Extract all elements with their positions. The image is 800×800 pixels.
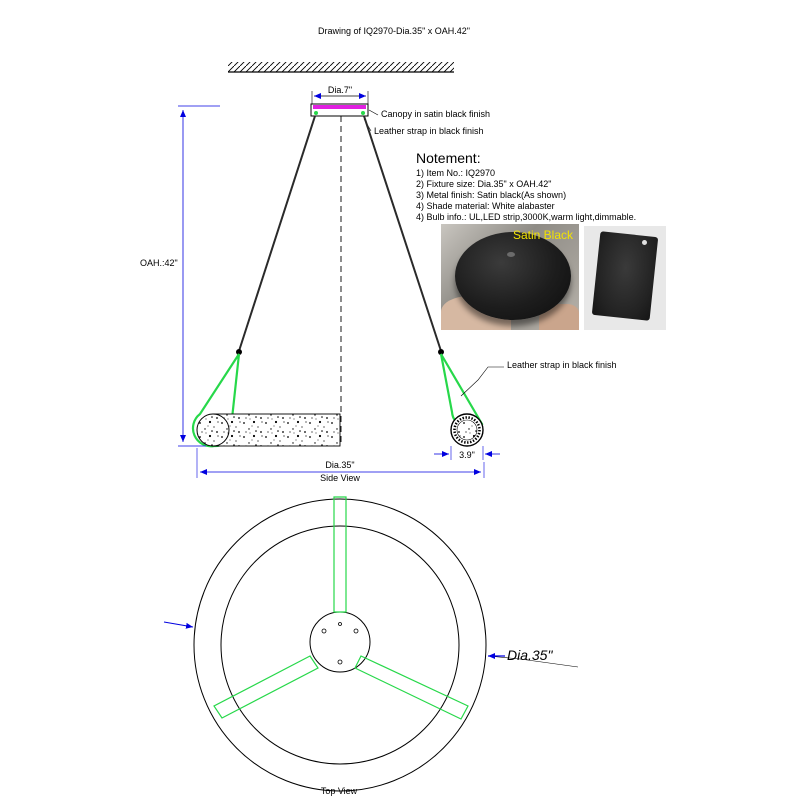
strap-note-top: Leather strap in black finish [374,126,484,136]
top-view [194,497,486,791]
notes-block [416,150,636,222]
finish-sample-photo [584,226,666,330]
note-item: 1) Item No.: IQ2970 [416,168,496,178]
tube-label: 3.9" [459,450,475,460]
canopy [311,85,368,116]
note-item: 2) Fixture size: Dia.35" x OAH.42" [416,179,552,189]
side-view-label: Side View [320,473,360,483]
top-dia-label: Dia.35" [507,647,553,663]
strap-callout-side [461,360,617,396]
ring-side-left [197,414,340,446]
note-item: 3) Metal finish: Satin black(As shown) [416,190,567,200]
inner-ring [221,526,459,764]
canopy-callout [364,109,490,136]
canopy-dia-label: Dia.7" [327,85,353,95]
strap-note-side: Leather strap in black finish [507,360,617,370]
side-dia-dimension [197,448,484,483]
note-item: 4) Bulb info.: UL,LED strip,3000K,warm light,dimmable. [416,212,637,222]
drawing-title: Drawing of IQ2970-Dia.35" x OAH.42" [318,26,470,36]
tube-dimension [434,446,500,460]
top-view-label: Top View [320,786,358,796]
oah-label: OAH.:42" [140,258,178,268]
canopy-top [310,612,370,672]
outer-ring [194,499,486,791]
ring-side-right [451,414,483,446]
satin-black-label: Satin Black [512,228,573,242]
notes-heading: Notement: [416,150,481,166]
ceiling [228,62,454,72]
canopy-note: Canopy in satin black finish [381,109,491,119]
satin-black-canopy-photo [441,224,579,330]
suspension-cables [236,116,444,355]
note-item: 4) Shade material: White alabaster [416,201,555,211]
oah-dimension [140,106,220,446]
side-dia-label: Dia.35" [325,460,355,470]
